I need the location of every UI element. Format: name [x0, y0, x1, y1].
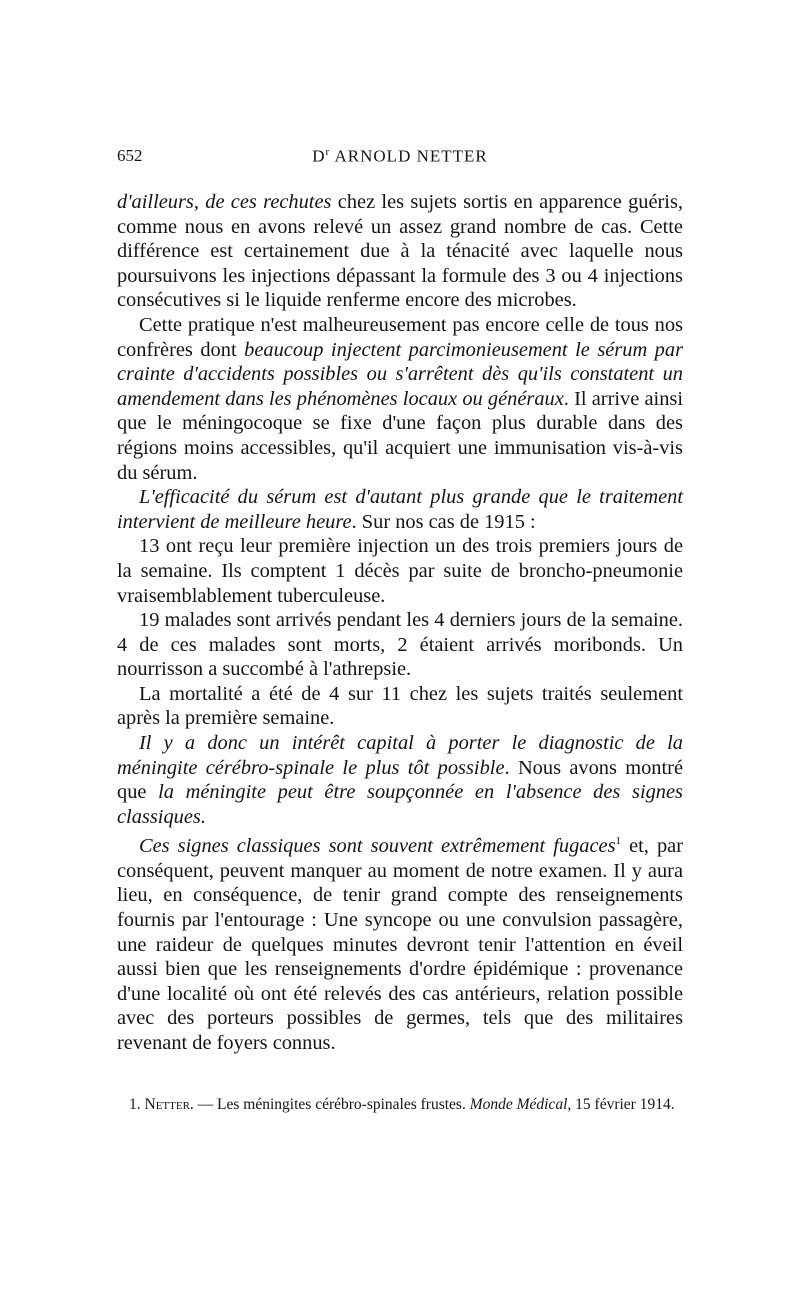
footnote-author: Netter [144, 1095, 190, 1113]
italic-text: Il y a donc un intérêt capital à porter le diagnostic de la méningite cérébro-spinale le plus tôt possible [117, 732, 683, 779]
paragraph-7 [117, 731, 683, 829]
page-header [117, 146, 683, 176]
paragraph-6 [117, 682, 683, 731]
paragraph-1 [117, 190, 683, 313]
page-number: 652 [117, 146, 143, 165]
italic-text: d'ailleurs, de ces rechutes [117, 191, 332, 213]
italic-text: Monde Médical [469, 1095, 568, 1113]
body-text [117, 190, 683, 1056]
text-run: 13 ont reçu leur première injection un des trois premiers jours de la semaine. Ils comptent 1 décès par suite de broncho-pneumonie vraisemblablement tuberculeuse. [117, 535, 683, 607]
book-page [117, 146, 683, 1115]
author-prefix-sup: r [325, 146, 331, 158]
paragraph-8 [117, 829, 683, 1055]
paragraph-2 [117, 313, 683, 485]
text-run: . Sur nos cas de 1915 : [351, 510, 536, 533]
text-run: La mortalité a été de 4 sur 11 chez les sujets traités seulement après la première semaine. [117, 682, 683, 730]
author-name: ARNOLD NETTER [330, 146, 488, 166]
text-run: . Il arrive ainsi que le méningocoque se fixe d'une façon plus durable dans des régions moins accessibles, qu'il acquiert une immunisation vis-à-vis du sérum. [117, 387, 683, 484]
text-run: chez les sujets sortis en apparence guéris, comme nous en avons relevé un assez grand nombre de cas. Cette différence est certainement due à la ténacité avec laquelle nous poursuivons les injections dépassant la formule des 3 ou 4 injections consécutives si le liquide renferme encore des microbes. [117, 191, 683, 312]
text-run: . Nous avons montré que [117, 756, 684, 804]
paragraph-5 [117, 608, 683, 682]
footnote [117, 1094, 683, 1115]
footnote-reference: 1 [615, 835, 622, 848]
text-run: et, par conséquent, peuvent manquer au moment de notre examen. Il y aura lieu, en conséquence, de tenir grand compte des renseignements fournis par l'entourage : Une syncope ou une convulsion passagère, une raideur de quelques minutes devront tenir l'attention en éveil aussi bien que les renseignements d'ordre épidémique : provenance d'une localité où ont été relevés des cas antérieurs, relation possible avec des porteurs possibles de germes, tels que des militaires revenant de foyers connus. [117, 835, 683, 1054]
footnote-number: 1. [129, 1095, 141, 1113]
paragraph-4 [117, 534, 683, 608]
italic-text: la méningite peut être soupçonnée en l'absence des signes classiques. [117, 781, 683, 828]
italic-text: beaucoup injectent parcimonieusement le sérum par crainte d'accidents possibles ou s'arrêtent dès qu'ils constatent un amendement dans les phénomènes locaux ou généraux [117, 338, 684, 410]
text-run: Cette pratique n'est malheureusement pas encore celle de tous nos confrères dont [117, 313, 683, 361]
text-run: 19 malades sont arrivés pendant les 4 derniers jours de la semaine. 4 de ces malades sont morts, 2 étaient arrivés moribonds. Un nourrisson a succombé à l'athrepsie. [117, 609, 683, 681]
text-run: , 15 février 1914. [567, 1095, 675, 1113]
italic-text: Ces signes classiques sont souvent extrêmement fugaces [139, 835, 616, 858]
running-head [117, 146, 683, 167]
author-prefix: D [312, 146, 326, 166]
paragraph-3 [117, 485, 683, 534]
text-run: . — Les méningites cérébro-spinales frustes. [189, 1095, 470, 1113]
italic-text: L'efficacité du sérum est d'autant plus grande que le traitement intervient de meilleure heure [117, 486, 683, 533]
